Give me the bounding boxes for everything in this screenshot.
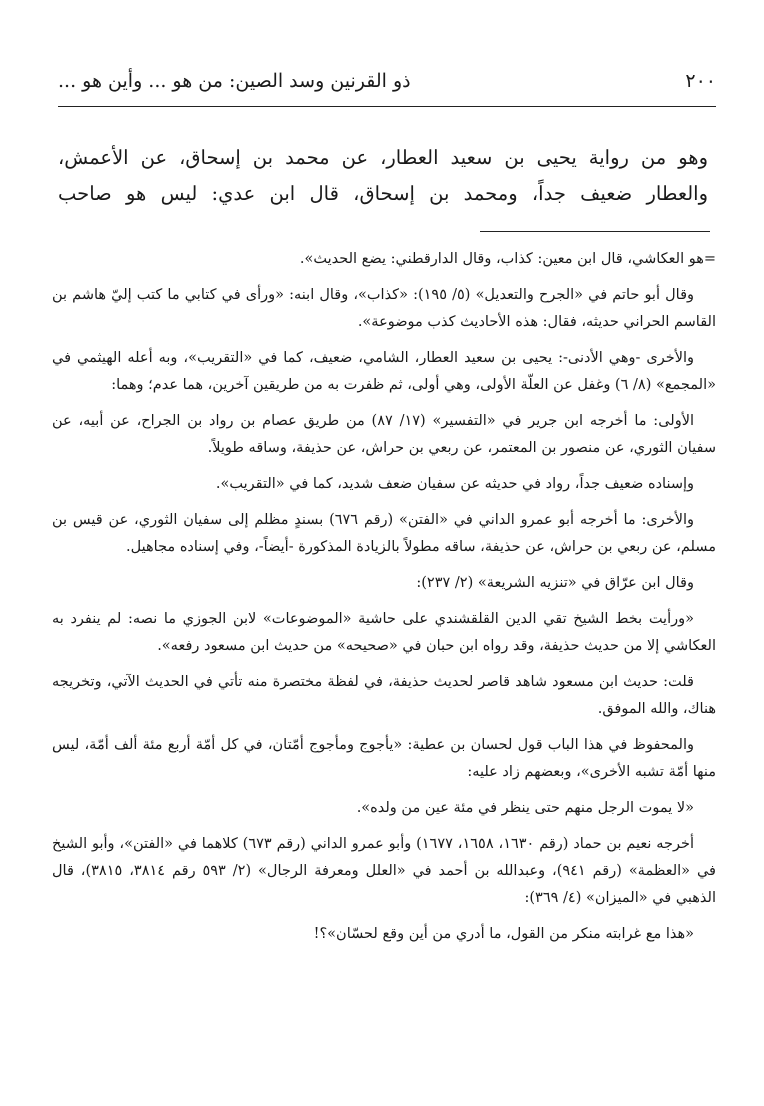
- running-title: ذو القرنين وسد الصين: من هو ... وأين هو ...: [58, 70, 411, 92]
- main-text-line: وهو من رواية يحيى بن سعيد العطار، عن محمد بن إسحاق، عن الأعمش،: [58, 146, 708, 169]
- footnote-paragraph: «لا يموت الرجل منهم حتى ينظر في مئة عين من ولده».: [356, 800, 694, 816]
- footnote-paragraph: وقال أبو حاتم في «الجرح والتعديل» (٥/ ١٩٥): «كذاب»، وقال ابنه: «ورأى في كتابي ما كتب إليّ هاشم بن القاسم الحراني حديثه، فقال: هذه الأحاديث كذب موضوعة».: [52, 287, 716, 330]
- footnote-paragraph: والمحفوظ في هذا الباب قول لحسان بن عطية: «يأجوج ومأجوج أمّتان، في كل أمّة أربع مئة ألف أمّة، ليس منها أمّة تشبه الأخرى»، وبعضهم زاد عليه:: [52, 737, 716, 780]
- footnote-paragraph: قلت: حديث ابن مسعود شاهد قاصر لحديث حذيفة، في لفظة مختصرة منه تأتي في الحديث الآتي، وتخريجه هناك، والله الموفق.: [52, 674, 716, 717]
- footnote-paragraph: «هذا مع غرابته منكر من القول، ما أدري من أين وقع لحسّان»؟!: [313, 926, 694, 942]
- main-text-line: والعطار ضعيف جداً، ومحمد بن إسحاق، قال ابن عدي: ليس هو صاحب: [58, 182, 708, 205]
- footnotes: [52, 246, 716, 957]
- footnote-paragraph: «ورأيت بخط الشيخ تقي الدين القلقشندي على حاشية «الموضوعات» لابن الجوزي ما نصه: لم ينفرد به العكاشي إلا من حديث حذيفة، وقد رواه ابن حبان في «صحيحه» من حديث ابن مسعود رفعه».: [52, 611, 716, 654]
- page-header: [58, 62, 716, 107]
- footnote-paragraph: والأخرى -وهي الأدنى-: يحيى بن سعيد العطار، الشامي، ضعيف، كما في «التقريب»، وبه أعله الهيثمي في «المجمع» (٨/ ٦) وغفل عن العلّة الأولى، وهي أولى، ثم ظفرت به من طريقين آخرين، هما عدم؛ وهما:: [52, 350, 716, 393]
- footnote-separator: [480, 231, 710, 232]
- footnote-paragraph: والأخرى: ما أخرجه أبو عمرو الداني في «الفتن» (رقم ٦٧٦) بسندٍ مظلم إلى سفيان الثوري، عن قيس بن مسلم، عن ربعي بن حراش، عن حذيفة، ساقه مطولاً بالزيادة المذكورة -أيضاً-، وفي إسناده مجاهيل.: [52, 512, 716, 555]
- footnote-paragraph: وإسناده ضعيف جداً، رواد في حديثه عن سفيان ضعف شديد، كما في «التقريب».: [215, 476, 694, 492]
- main-text: [58, 140, 708, 212]
- footnote-paragraph: أخرجه نعيم بن حماد (رقم ١٦٣٠، ١٦٥٨، ١٦٧٧) وأبو عمرو الداني (رقم ٦٧٣) كلاهما في «الفتن»، وأبو الشيخ في «العظمة» (رقم ٩٤١)، وعبدالله بن أحمد في «العلل ومعرفة الرجال» (٢/ ٥٩٣ رقم ٣٨١٤، ٣٨١٥)، قال الذهبي في «الميزان» (٤/ ٣٦٩):: [52, 836, 716, 906]
- footnote-paragraph: =هو العكاشي، قال ابن معين: كذاب، وقال الدارقطني: يضع الحديث».: [299, 251, 716, 267]
- footnote-paragraph: الأولى: ما أخرجه ابن جرير في «التفسير» (١٧/ ٨٧) من طريق عصام بن رواد بن الجراح، عن أبيه، عن سفيان الثوري، عن منصور بن المعتمر، عن ربعي بن حراش، عن حذيفة، وساقه طويلاً.: [52, 413, 716, 456]
- footnote-paragraph: وقال ابن عرّاق في «تنزيه الشريعة» (٢/ ٢٣٧):: [416, 575, 694, 591]
- page-number: ٢٠٠: [685, 70, 716, 92]
